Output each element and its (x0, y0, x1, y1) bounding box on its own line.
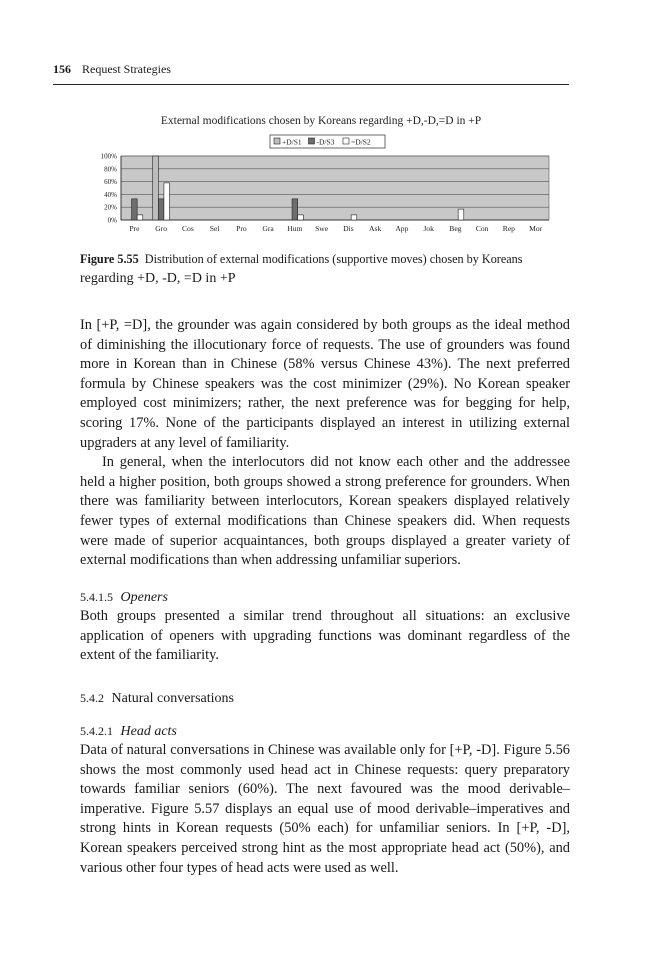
section-title: Head acts (120, 724, 177, 739)
y-tick-label-5: 0% (107, 216, 117, 225)
x-tick-label-rep: Rep (502, 224, 515, 233)
bar-dis-series-2 (351, 215, 357, 220)
figure-label: Figure 5.55 (80, 252, 139, 266)
bar-gro-series-2 (164, 183, 170, 220)
y-tick-label-0: 100% (100, 152, 117, 161)
x-tick-label-dis: Dis (343, 224, 354, 233)
x-tick-label-pro: Pro (236, 224, 247, 233)
y-tick-label-1: 80% (104, 165, 117, 174)
section-number: 5.4.1.5 (80, 590, 113, 604)
y-tick-label-2: 60% (104, 178, 117, 187)
plot-area (121, 156, 549, 220)
figure-caption-line1: Distribution of external modifications (supportive moves) chosen by Koreans (144, 252, 523, 266)
running-title: Request Strategies (82, 62, 171, 76)
x-tick-label-app: App (395, 224, 409, 233)
legend-label-0: +D/S1 (282, 137, 302, 147)
section-heading-head-acts (80, 722, 177, 742)
paragraph-grounder: In [+P, =D], the grounder was again considered by both groups as the ideal method of diminishing the illocutionary force of requests. The use of grounders was found more in Korean than in Chinese (58% versus Chinese 43%). The next preferred formula by Chinese speakers was the cost minimizer (29%). No Korean speaker employed cost minimizers; rather, the next preference was for begging for help, scoring 17%. None of the participants displayed an interest in utilizing external upgraders at any level of familiarity. (80, 317, 570, 451)
x-tick-label-hum: Hum (287, 224, 303, 233)
page-number: 156 (53, 62, 71, 76)
section-number: 5.4.2.1 (80, 724, 113, 738)
x-tick-label-gro: Gro (155, 224, 168, 233)
x-tick-label-sel: Sel (209, 224, 220, 233)
x-tick-label-mor: Mor (529, 224, 543, 233)
paragraph-head-acts: Data of natural conversations in Chinese was available only for [+P, -D]. Figure 5.56 shows the most commonly used head act in Chinese requests: query preparatory towards familiar seniors (60%). The next favoured was the mood derivable–imperative. Figure 5.57 displays an equal use of mood derivable–imperatives and strong hints in Korean requests (50% each) for unfamiliar seniors. In [+P, -D], Korean speakers perceived strong hint as the most appropriate head act (50%), and various other four types of head acts were used as well. (80, 742, 570, 876)
paragraph-general: In general, when the interlocutors did not know each other and the addressee held a higher position, both groups showed a strong preference for grounders. When there was familiarity between interlocutors, Korean speakers displayed relatively fewer types of external modifications than Chinese speakers did. When requests were made of superior acquaintances, both groups displayed a greater variety of external modifications than when addressing unfamiliar superiors. (80, 454, 570, 569)
bar-hum-series-2 (298, 215, 304, 220)
section-number: 5.4.2 (80, 691, 104, 705)
legend-swatch-0 (274, 138, 280, 144)
bar-gro-series-1 (158, 199, 164, 220)
section-heading-openers (80, 588, 168, 608)
paragraph-openers: Both groups presented a similar trend throughout all situations: an exclusive application of openers with upgrading functions was dominant regardless of the extent of the familiarity. (80, 608, 570, 664)
legend-swatch-2 (343, 138, 349, 144)
legend-swatch-1 (309, 138, 315, 144)
running-header (53, 62, 569, 85)
bar-pre-series-1 (132, 199, 138, 220)
bar-hum-series-1 (292, 199, 298, 220)
body-text-block-1 (80, 316, 570, 571)
x-tick-label-gra: Gra (262, 224, 274, 233)
x-tick-label-jok: Jok (423, 224, 434, 233)
section-title: Openers (120, 590, 168, 605)
x-tick-label-ask: Ask (369, 224, 382, 233)
section-title: Natural conversations (111, 691, 234, 706)
bar-gro-series-0 (153, 156, 159, 220)
x-tick-label-cos: Cos (181, 224, 194, 233)
legend-label-1: -D/S3 (316, 137, 335, 147)
bar-chart (80, 110, 570, 242)
x-tick-label-swe: Swe (315, 224, 329, 233)
section-heading-natural (80, 689, 234, 709)
legend-label-2: =D/S2 (351, 137, 371, 147)
chart-title: External modifications chosen by Koreans regarding +D,-D,=D in +P (160, 115, 482, 127)
x-tick-label-con: Con (475, 224, 489, 233)
body-text-block-3 (80, 741, 570, 878)
x-tick-label-pre: Pre (129, 224, 140, 233)
y-tick-label-4: 20% (104, 203, 117, 212)
figure-caption-line2: regarding +D, -D, =D in +P (80, 271, 236, 286)
bar-pre-series-2 (137, 215, 143, 220)
chart-svg (80, 110, 570, 242)
figure-caption (80, 250, 570, 288)
y-tick-label-3: 40% (104, 190, 117, 199)
x-tick-label-beg: Beg (449, 224, 462, 233)
bar-beg-series-2 (458, 209, 464, 220)
body-text-block-2 (80, 607, 570, 666)
